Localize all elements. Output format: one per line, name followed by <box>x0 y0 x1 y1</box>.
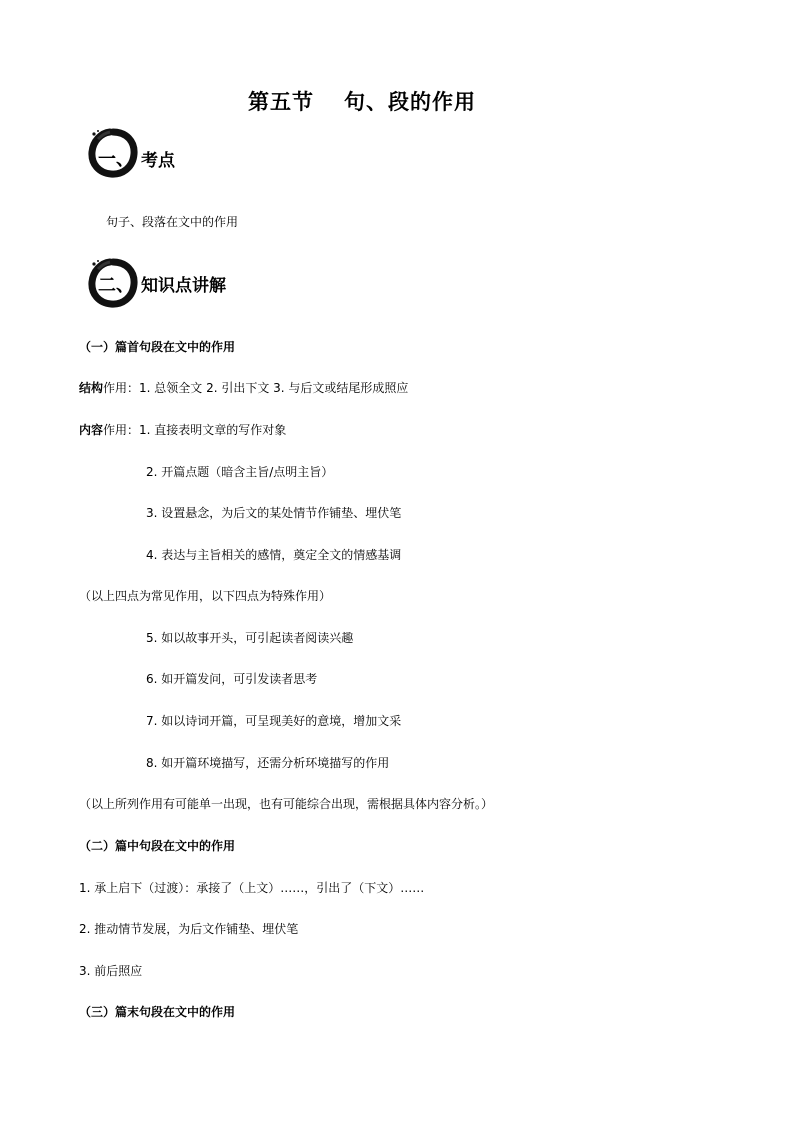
list-item: 3. 设置悬念，为后文的某处情节作铺垫、埋伏笔 <box>146 506 402 520</box>
list-item: 6. 如开篇发问，可引发读者思考 <box>146 672 318 686</box>
list-item: 2. 开篇点题（暗含主旨/点明主旨） <box>146 465 334 479</box>
list-item: 2. 推动情节发展，为后文作铺垫、埋伏笔 <box>79 922 299 936</box>
kaodian-text: 句子、段落在文中的作用 <box>106 215 239 229</box>
note-text: （以上所列作用有可能单一出现，也有可能综合出现，需根据具体内容分析。） <box>79 797 494 811</box>
jiegou-label: 结构 <box>79 381 104 395</box>
list-item: 3. 前后照应 <box>79 964 143 978</box>
section-number: 一、 <box>98 149 134 170</box>
subsection-heading: （一）篇首句段在文中的作用 <box>79 340 236 354</box>
neirong-line <box>79 421 286 438</box>
list-item: 4. 表达与主旨相关的感情，奠定全文的情感基调 <box>146 548 402 562</box>
neirong-label: 内容 <box>79 423 104 437</box>
title-section-number: 第五节 <box>248 90 314 114</box>
page-title <box>0 86 724 116</box>
list-item: 8. 如开篇环境描写，还需分析环境描写的作用 <box>146 756 390 770</box>
list-item: 7. 如以诗词开篇，可呈现美好的意境，增加文采 <box>146 714 402 728</box>
title-topic: 句、段的作用 <box>344 90 476 114</box>
subsection-heading: （三）篇末句段在文中的作用 <box>79 1005 236 1019</box>
section-number: 二、 <box>98 275 134 296</box>
section-label: 知识点讲解 <box>141 276 226 296</box>
subsection-heading: （二）篇中句段在文中的作用 <box>79 839 236 853</box>
list-item: 5. 如以故事开头，可引起读者阅读兴趣 <box>146 631 354 645</box>
note-text: （以上四点为常见作用，以下四点为特殊作用） <box>79 589 332 603</box>
list-item: 1. 承上启下（过渡）：承接了（上文）……，引出了（下文）…… <box>79 881 425 895</box>
jiegou-line <box>79 379 408 396</box>
neirong-text: 作用：1. 直接表明文章的写作对象 <box>103 423 287 437</box>
jiegou-text: 作用：1. 总领全文 2. 引出下文 3. 与后文或结尾形成照应 <box>103 381 409 395</box>
section-label: 考点 <box>141 151 175 171</box>
